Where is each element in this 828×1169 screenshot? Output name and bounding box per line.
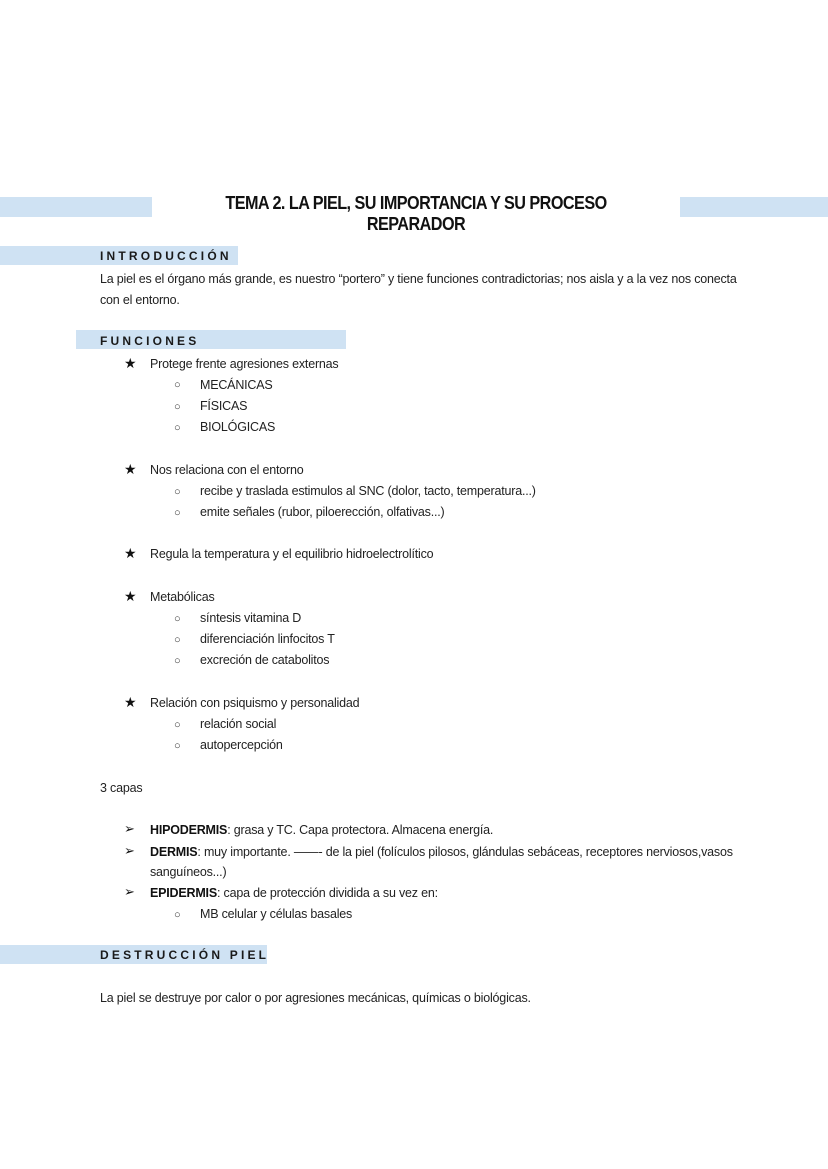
capa-epidermis <box>150 886 438 900</box>
funcion-1-sub-3: BIOLÓGICAS <box>200 420 276 434</box>
star-bullet-icon: ★ <box>124 461 137 477</box>
circle-bullet-icon: ○ <box>174 401 181 413</box>
page-title: TEMA 2. LA PIEL, SU IMPORTANCIA Y SU PROCESO REPARADOR <box>225 193 607 234</box>
capa-term: EPIDERMIS <box>150 886 217 900</box>
funcion-item-5: Relación con psiquismo y personalidad <box>150 696 360 710</box>
destruccion-heading: DESTRUCCIÓN PIEL <box>100 948 270 962</box>
star-bullet-icon: ★ <box>124 588 137 604</box>
epidermis-sub-1: MB celular y células basales <box>200 907 353 921</box>
funcion-4-sub-1: síntesis vitamina D <box>200 611 302 625</box>
intro-text-line-2: con el entorno. <box>100 293 180 307</box>
capas-intro: 3 capas <box>100 781 143 795</box>
capa-hipodermis <box>150 823 493 837</box>
intro-heading: INTRODUCCIÓN <box>100 249 232 263</box>
funciones-heading: FUNCIONES <box>100 334 200 348</box>
circle-bullet-icon: ○ <box>174 655 181 667</box>
intro-text-line-1: La piel es el órgano más grande, es nuestro “portero” y tiene funciones contradictorias; nos aisla y a la vez nos conecta <box>100 272 737 286</box>
funcion-1-sub-2: FÍSICAS <box>200 399 248 413</box>
funcion-4-sub-3: excreción de catabolitos <box>200 653 330 667</box>
capa-desc: : muy importante. ——- de la piel (folículos pilosos, glándulas sebáceas, receptores nerviosos,vasos <box>197 845 733 859</box>
circle-bullet-icon: ○ <box>174 719 181 731</box>
funcion-item-1: Protege frente agresiones externas <box>150 357 339 371</box>
destruccion-text: La piel se destruye por calor o por agresiones mecánicas, químicas o biológicas. <box>100 991 531 1005</box>
funcion-item-4: Metabólicas <box>150 590 215 604</box>
star-bullet-icon: ★ <box>124 694 137 710</box>
capa-desc: : capa de protección dividida a su vez en: <box>216 886 438 900</box>
circle-bullet-icon: ○ <box>174 909 181 921</box>
star-bullet-icon: ★ <box>124 355 137 371</box>
capa-term: DERMIS <box>150 845 198 859</box>
funcion-item-3: Regula la temperatura y el equilibrio hidroelectrolítico <box>150 547 434 561</box>
circle-bullet-icon: ○ <box>174 740 181 752</box>
capa-dermis-cont: sanguíneos...) <box>150 865 227 879</box>
circle-bullet-icon: ○ <box>174 634 181 646</box>
funcion-item-2: Nos relaciona con el entorno <box>150 463 304 477</box>
arrow-bullet-icon: ➢ <box>124 884 135 899</box>
funcion-4-sub-2: diferenciación linfocitos T <box>200 632 335 646</box>
star-bullet-icon: ★ <box>124 545 137 561</box>
capa-dermis <box>150 845 733 859</box>
funcion-2-sub-2: emite señales (rubor, piloerección, olfativas...) <box>200 505 445 519</box>
title-band-left <box>0 197 152 217</box>
circle-bullet-icon: ○ <box>174 486 181 498</box>
arrow-bullet-icon: ➢ <box>124 821 135 836</box>
funcion-1-sub-1: MECÁNICAS <box>200 378 273 392</box>
title-band-right <box>680 197 828 217</box>
capa-term: HIPODERMIS <box>150 823 228 837</box>
capa-desc: : grasa y TC. Capa protectora. Almacena energía. <box>227 823 494 837</box>
funcion-5-sub-2: autopercepción <box>200 738 283 752</box>
circle-bullet-icon: ○ <box>174 507 181 519</box>
funcion-5-sub-1: relación social <box>200 717 277 731</box>
arrow-bullet-icon: ➢ <box>124 843 135 858</box>
circle-bullet-icon: ○ <box>174 379 181 391</box>
funcion-2-sub-1: recibe y traslada estimulos al SNC (dolor, tacto, temperatura...) <box>200 484 536 498</box>
circle-bullet-icon: ○ <box>174 613 181 625</box>
circle-bullet-icon: ○ <box>174 422 181 434</box>
